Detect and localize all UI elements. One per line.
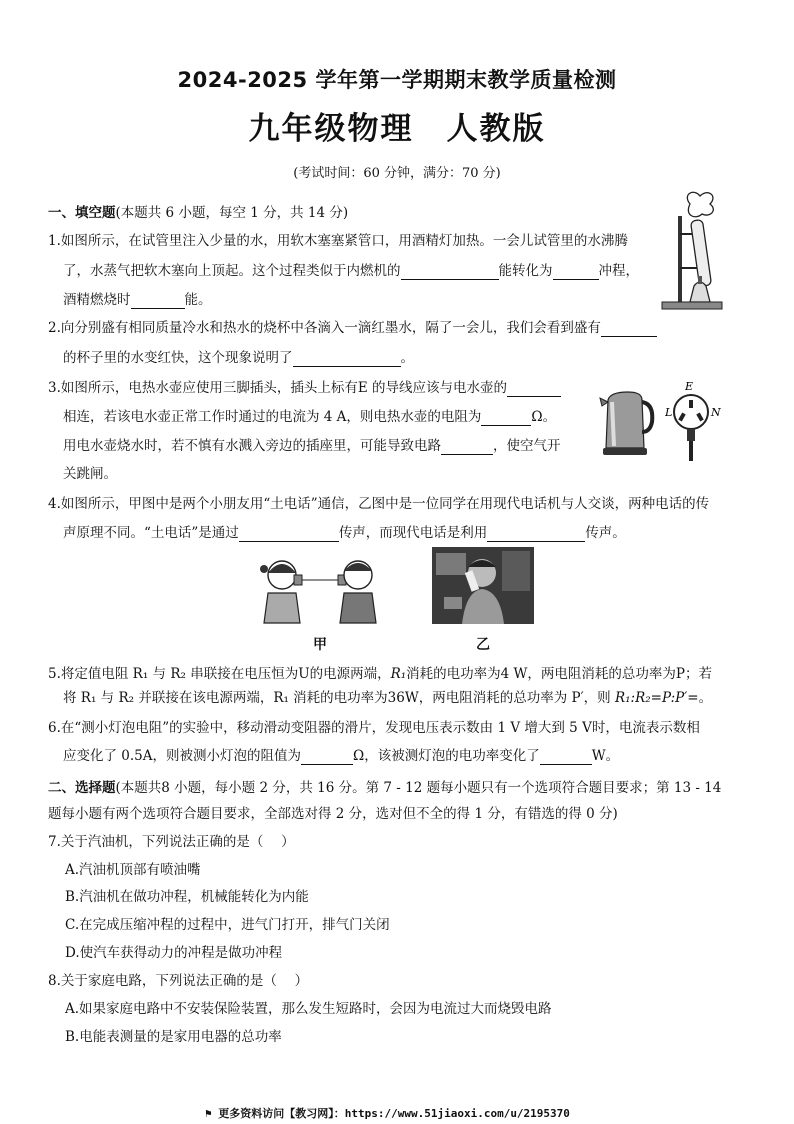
q5-line1: 5.将定值电阻 R₁ 与 R₂ 串联接在电压恒为U的电源两端，R₁消耗的电功率为4 W，两电阻消耗的总功率为P；若 xyxy=(48,666,712,682)
q1-line2: 了，水蒸气把软木塞向上顶起。这个过程类似于内燃机的 能转化为 冲程， xyxy=(63,263,639,279)
section1-note: (本题共 6 小题，每空 1 分，共 14 分) xyxy=(115,205,349,221)
section1-heading: 一、填空题 xyxy=(48,205,116,221)
q2-line1: 2.向分别盛有相同质量冷水和热水的烧杯中各滴入一滴红墨水，隔了一会儿，我们会看到盛有 xyxy=(48,319,657,337)
q1-blank3[interactable] xyxy=(131,294,185,309)
footer xyxy=(205,1105,570,1121)
q3-line2: 相连，若该电水壶正常工作时通过的电流为 4 A，则电热水壶的电阻为 Ω。 xyxy=(63,409,557,425)
boy-using-phone-figure xyxy=(432,547,534,624)
q8-stem: 8.关于家庭电路，下列说法正确的是（ ） xyxy=(48,973,309,989)
exam-title: 2024-2025 学年第一学期期末教学质量检测 xyxy=(177,68,617,92)
q3-blank3[interactable] xyxy=(441,440,493,455)
q6-blank1[interactable] xyxy=(301,750,353,765)
q7-option-d[interactable]: D.使汽车获得动力的冲程是做功冲程 xyxy=(65,945,283,961)
q4-blank2[interactable] xyxy=(487,527,585,542)
q5-line2: 将 R₁ 与 R₂ 并联接在该电源两端，R₁ 消耗的电功率为36W，两电阻消耗的总功率为 P′，则 R₁:R₂=P:P′=。 xyxy=(63,690,713,706)
q3-line3: 用电水壶烧水时，若不慎有水溅入旁边的插座里，可能导致电路 ，使空气开 xyxy=(63,438,561,454)
section2-note: (本题共8 小题，每小题 2 分，共 16 分。第 7 - 12 题每小题只有一个选项符合题目要求；第 13 - 14 xyxy=(115,780,722,796)
q8-option-b[interactable]: B.电能表测量的是家用电器的总功率 xyxy=(65,1029,282,1045)
test-tube-apparatus-figure xyxy=(660,190,724,312)
section2-note-line2: 题每小题有两个选项符合题目要求，全部选对得 2 分，选对但不全的得 1 分，有错选的得 0 分) xyxy=(48,806,618,822)
q7-option-b[interactable]: B.汽油机在做功冲程，机械能转化为内能 xyxy=(65,889,309,905)
q1-blank2[interactable] xyxy=(553,265,599,280)
q1-blank1[interactable] xyxy=(401,265,499,280)
exam-info: (考试时间：60 分钟，满分：70 分) xyxy=(293,166,501,181)
plug-label-e: E xyxy=(685,380,694,393)
section2-header xyxy=(48,776,721,796)
q2-blank1[interactable] xyxy=(601,322,657,337)
q2-blank2[interactable] xyxy=(293,352,401,367)
q4-line2: 声原理不同。“土电话”是通过 传声，而现代电话是利用 传声。 xyxy=(63,525,626,541)
exam-subtitle: 九年级物理 人教版 xyxy=(248,111,546,147)
electric-kettle-figure xyxy=(598,388,656,458)
figure-caption-yi: 乙 xyxy=(476,637,490,653)
string-telephone-kids-figure xyxy=(258,555,382,625)
q3-line1: 3.如图所示，电热水壶应使用三脚插头，插头上标有E 的导线应该与电水壶的 xyxy=(48,379,561,397)
q6-blank2[interactable] xyxy=(540,750,592,765)
q4-line1: 4.如图所示，甲图中是两个小朋友用“土电话”通信，乙图中是一位同学在用现代电话机与人交谈，两种电话的传 xyxy=(48,496,710,512)
q2-line2: 的杯子里的水变红快，这个现象说明了 。 xyxy=(63,350,414,366)
q7-option-c[interactable]: C.在完成压缩冲程的过程中，进气门打开，排气门关闭 xyxy=(65,917,390,933)
footer-link[interactable]: 更多资料访问【教习网】：https://www.51jiaoxi.com/u/2195370 xyxy=(218,1107,570,1120)
q4-blank1[interactable] xyxy=(239,527,339,542)
q3-line4: 关跳闸。 xyxy=(63,466,117,482)
plug-label-l: L xyxy=(665,406,673,419)
section2-heading: 二、选择题 xyxy=(48,780,116,796)
q6-line2: 应变化了 0.5A，则被测小灯泡的阻值为 Ω，该被测灯泡的电功率变化了 W。 xyxy=(63,748,620,764)
three-pin-plug-figure xyxy=(665,378,725,464)
section1-header xyxy=(48,201,348,221)
q7-stem: 7.关于汽油机，下列说法正确的是（ ） xyxy=(48,834,295,850)
q7-option-a[interactable]: A.汽油机顶部有喷油嘴 xyxy=(65,862,201,878)
q6-line1: 6.在“测小灯泡电阻”的实验中，移动滑动变阻器的滑片，发现电压表示数由 1 V 增大到 5 V时，电流表示数相 xyxy=(48,720,700,736)
flag-icon: ⚑ xyxy=(205,1107,212,1120)
q8-option-a[interactable]: A.如果家庭电路中不安装保险装置，那么发生短路时，会因为电流过大而烧毁电路 xyxy=(65,1001,552,1017)
q1-line3: 酒精燃烧时 能。 xyxy=(63,292,212,308)
q3-blank1[interactable] xyxy=(507,382,561,397)
plug-label-n: N xyxy=(711,406,721,419)
q1-line1: 1.如图所示，在试管里注入少量的水，用软木塞塞紧管口，用酒精灯加热。一会儿试管里的水沸腾 xyxy=(48,233,628,249)
figure-caption-jia: 甲 xyxy=(313,637,327,653)
q3-blank2[interactable] xyxy=(481,411,531,426)
